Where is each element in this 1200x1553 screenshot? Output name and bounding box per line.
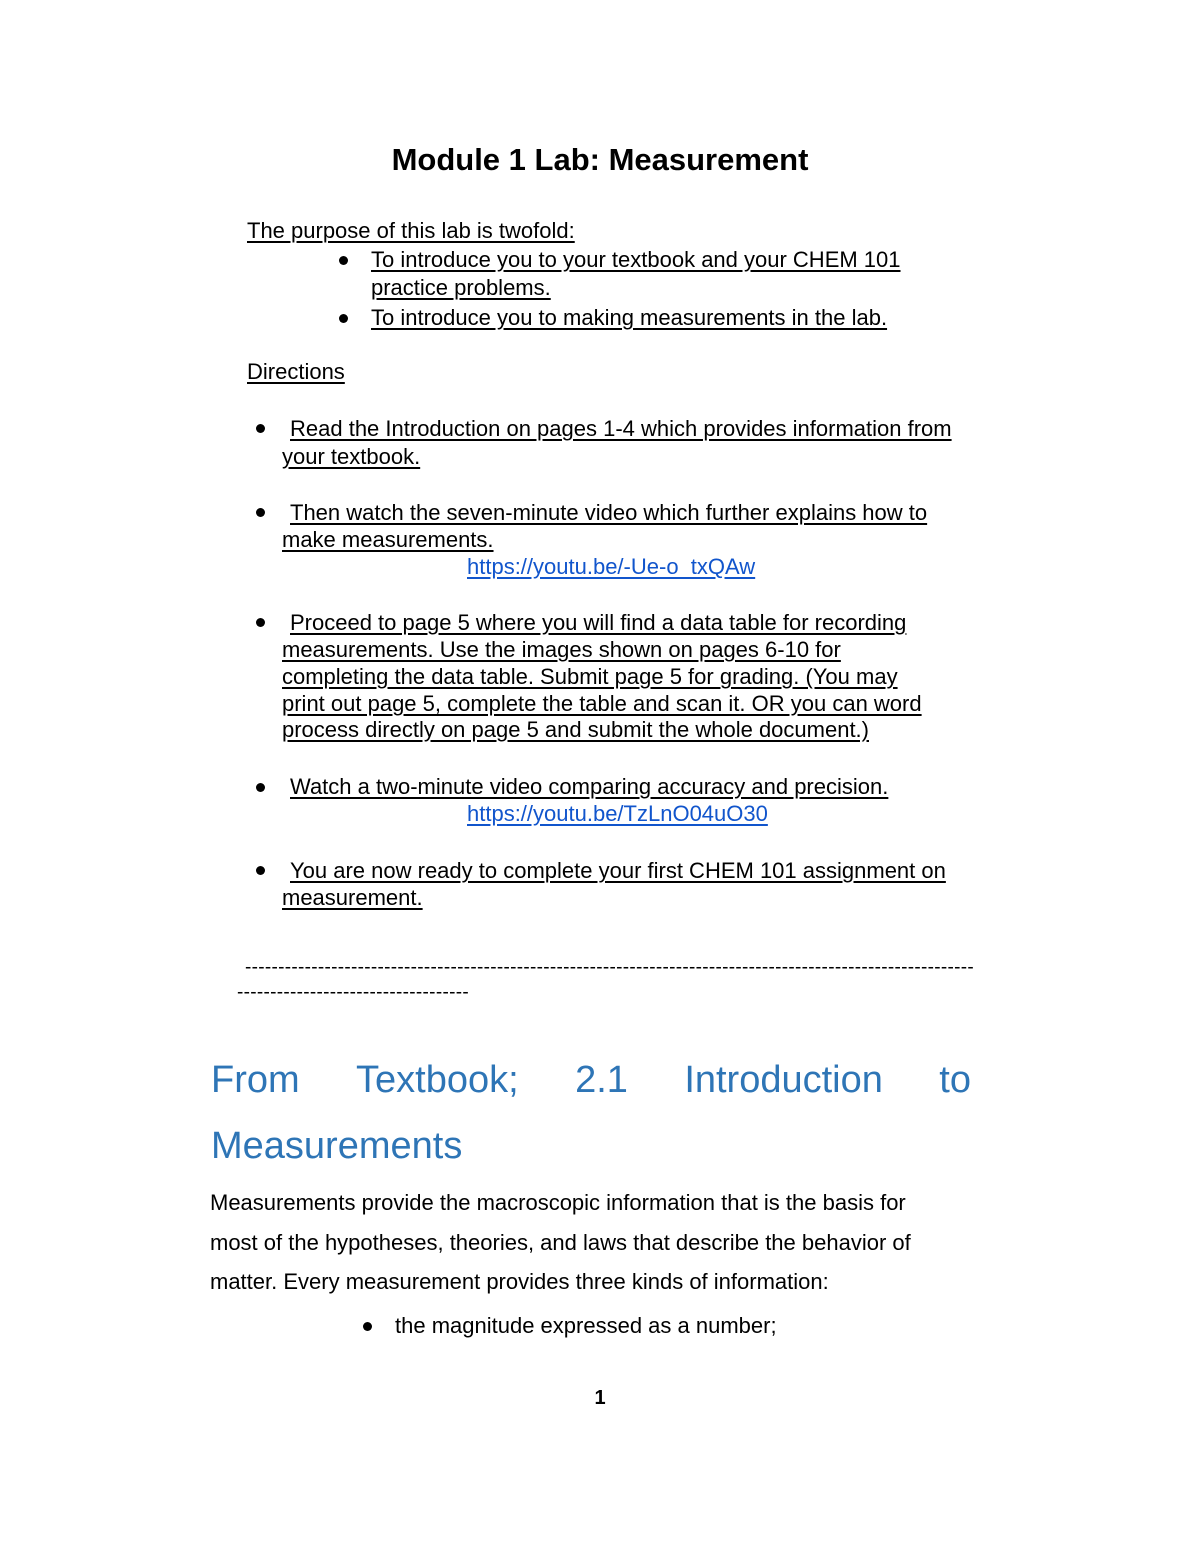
- direction-1-line-2: your textbook.: [282, 444, 421, 469]
- bullet-icon: [339, 256, 348, 265]
- purpose-intro: The purpose of this lab is twofold:: [247, 218, 575, 243]
- heading-word: 2.1: [575, 1059, 628, 1101]
- direction-3-line-4: print out page 5, complete the table and scan it. OR you can word: [282, 691, 922, 716]
- paragraph-line-2: most of the hypotheses, theories, and laws that describe the behavior of: [210, 1230, 911, 1255]
- direction-4-line-1: Watch a two-minute video comparing accuracy and precision.: [290, 774, 889, 799]
- heading-word: to: [939, 1059, 971, 1101]
- heading-word: From: [211, 1059, 300, 1101]
- bullet-icon: [256, 508, 265, 517]
- purpose-item-1-line-2: practice problems.: [371, 275, 551, 300]
- directions-label: Directions: [247, 359, 345, 384]
- bullet-icon: [363, 1322, 372, 1331]
- direction-1-line-1: Read the Introduction on pages 1-4 which provides information from: [290, 416, 952, 441]
- purpose-item-2: To introduce you to making measurements in the lab.: [371, 305, 888, 330]
- direction-2-line-1: Then watch the seven-minute video which further explains how to: [290, 500, 928, 525]
- bullet-icon: [256, 424, 265, 433]
- info-list-item-1: the magnitude expressed as a number;: [395, 1313, 777, 1338]
- direction-3-line-1: Proceed to page 5 where you will find a data table for recording: [290, 610, 907, 635]
- direction-5-line-1: You are now ready to complete your first CHEM 101 assignment on: [290, 858, 946, 883]
- separator-line-2: -----------------------------------: [237, 982, 469, 1003]
- bullet-icon: [256, 866, 265, 875]
- section-heading-line-1: [211, 1056, 971, 1104]
- video-link-accuracy-precision[interactable]: https://youtu.be/TzLnO04uO30: [467, 801, 768, 826]
- heading-word: Textbook;: [356, 1059, 519, 1101]
- direction-3-line-3: completing the data table. Submit page 5 for grading. (You may: [282, 664, 898, 689]
- bullet-icon: [256, 783, 265, 792]
- direction-2-line-2: make measurements.: [282, 527, 494, 552]
- direction-5-line-2: measurement.: [282, 885, 423, 910]
- bullet-icon: [256, 618, 265, 627]
- bullet-icon: [339, 314, 348, 323]
- paragraph-line-1: Measurements provide the macroscopic information that is the basis for: [210, 1190, 906, 1215]
- page-title: Module 1 Lab: Measurement: [391, 142, 809, 177]
- purpose-item-1-line-1: To introduce you to your textbook and your CHEM 101: [371, 247, 901, 272]
- direction-3-line-5: process directly on page 5 and submit the whole document.): [282, 717, 869, 742]
- paragraph-line-3: matter. Every measurement provides three kinds of information:: [210, 1269, 829, 1294]
- direction-3-line-2: measurements. Use the images shown on pages 6-10 for: [282, 637, 841, 662]
- section-heading-line-2: Measurements: [211, 1125, 463, 1167]
- separator-line-1: --------------------------------------------------------------------------------------------------------------: [245, 957, 974, 978]
- video-link-measurements[interactable]: https://youtu.be/-Ue-o_txQAw: [467, 554, 756, 579]
- heading-word: Introduction: [684, 1059, 883, 1101]
- page-number: 1: [594, 1387, 606, 1409]
